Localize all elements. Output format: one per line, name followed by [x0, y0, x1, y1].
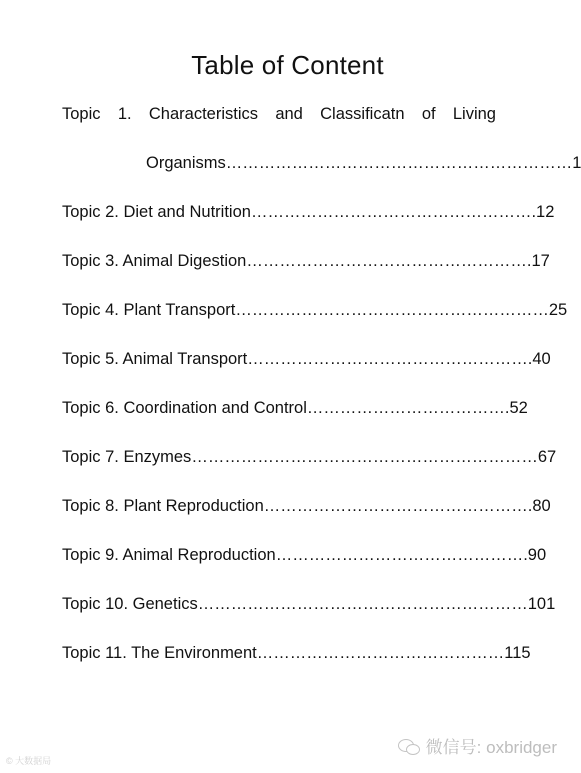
toc-entry-label: Topic 3. Animal Digestion — [62, 252, 247, 270]
toc-leader-dots: ……………………………………………. — [247, 350, 533, 368]
toc-page-number: 25 — [548, 301, 568, 319]
toc-entry-label: Organisms — [146, 154, 226, 172]
toc-entry-1-word: Classificatn — [320, 105, 405, 123]
toc-leader-dots: ………………………………………… — [263, 497, 528, 515]
toc-entry-label: Topic 2. Diet and Nutrition — [62, 203, 251, 221]
toc-entry — [62, 545, 547, 565]
toc-entry — [62, 251, 550, 271]
toc-entry-1-line-2 — [146, 153, 581, 173]
toc-entry-label: Topic 9. Animal Reproduction — [62, 546, 276, 564]
toc-leader-dots: ………………………………………………… — [235, 301, 549, 319]
toc-entry-1-word: Characteristics — [148, 105, 259, 123]
toc-entry-1-word: of — [421, 105, 436, 123]
watermark-text: 微信号: oxbridger — [425, 738, 557, 757]
toc-page-number: 40 — [532, 350, 551, 368]
toc-leader-dots: ………………………………. — [306, 399, 510, 417]
toc-leader-dots: ……………………………………………. — [246, 252, 532, 270]
toc-entry-1-word: Living — [452, 105, 496, 123]
toc-page-number: 52 — [509, 399, 528, 417]
toc-leader-dots: ……………………………………… — [256, 644, 505, 662]
toc-page-number: 17 — [531, 252, 550, 270]
toc-entry-1-word: and — [275, 105, 303, 123]
toc-entry — [62, 496, 551, 516]
toc-page-number: .90 — [523, 546, 547, 564]
toc-entry — [62, 202, 555, 222]
toc-page-number: 12 — [536, 203, 555, 221]
toc-entry-label: Topic 11. The Environment — [62, 644, 257, 662]
toc-entry-1-word: Topic — [62, 105, 101, 123]
wechat-icon — [398, 737, 420, 755]
toc-leader-dots: …………………………………………………… — [197, 595, 528, 613]
toc-entry — [62, 300, 568, 320]
toc-leader-dots: ……………………………………… — [275, 546, 524, 564]
toc-leader-dots: ……………………………………………………… — [191, 448, 538, 466]
toc-page-number: 101 — [527, 595, 556, 613]
toc-entry-label: Topic 5. Animal Transport — [62, 350, 248, 368]
toc-entry — [62, 594, 556, 614]
toc-entry-label: Topic 10. Genetics — [62, 595, 198, 613]
toc-entry — [62, 643, 531, 663]
toc-entry-label: Topic 7. Enzymes — [62, 448, 192, 466]
toc-leader-dots: ……………………………………………. — [250, 203, 537, 221]
toc-entry — [62, 398, 528, 418]
toc-entry-label: Topic 4. Plant Transport — [62, 301, 236, 319]
toc-entry-label: Topic 6. Coordination and Control — [62, 399, 307, 417]
toc-leader-dots: ……………………………………………………… — [225, 154, 573, 172]
toc-entry-label: Topic 8. Plant Reproduction — [62, 497, 264, 515]
toc-page-number: 115 — [504, 644, 531, 662]
toc-entry — [62, 447, 557, 467]
wechat-watermark — [398, 733, 557, 758]
toc-entry-1-line-1 — [62, 104, 496, 124]
toc-page-number: .80 — [527, 497, 551, 515]
toc-page-number: 67 — [537, 448, 557, 466]
toc-entry-1-word: 1. — [117, 105, 132, 123]
toc-page-number: 1 — [572, 154, 581, 172]
page-title: Table of Content — [191, 50, 384, 80]
toc-entry — [62, 349, 551, 369]
corner-watermark: © 大数据局 — [6, 756, 52, 766]
